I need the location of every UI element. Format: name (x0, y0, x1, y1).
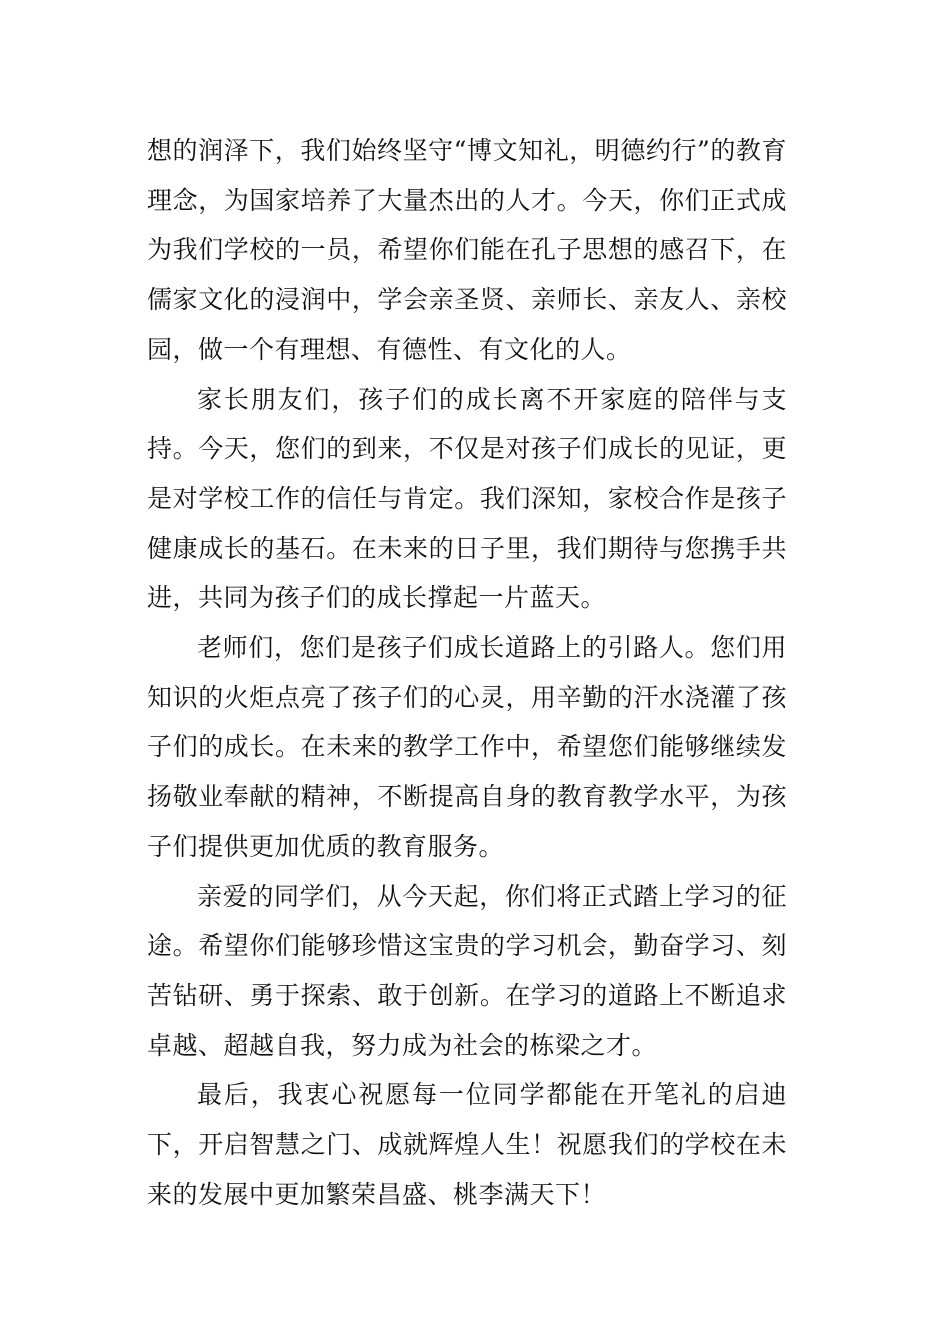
paragraph-5: 最后，我衷心祝愿每一位同学都能在开笔礼的启迪下，开启智慧之门、成就辉煌人生！祝愿我们的学校在未来的发展中更加繁荣昌盛、桃李满天下！ (147, 1080, 787, 1209)
paragraph-2: 家长朋友们，孩子们的成长离不开家庭的陪伴与支持。今天，您们的到来，不仅是对孩子们成长的见证，更是对学校工作的信任与肯定。我们深知，家校合作是孩子健康成长的基石。在未来的日子里，我们期待与您携手共进，共同为孩子们的成长撑起一片蓝天。 (147, 384, 787, 613)
paragraph-4: 亲爱的同学们，从今天起，你们将正式踏上学习的征途。希望你们能够珍惜这宝贵的学习机会，勤奋学习、刻苦钻研、勇于探索、敢于创新。在学习的道路上不断追求卓越、超越自我，努力成为社会的栋梁之才。 (147, 881, 787, 1060)
paragraph-1: 想的润泽下，我们始终坚守“博文知礼，明德约行”的教育理念，为国家培养了大量杰出的人才。今天，你们正式成为我们学校的一员，希望你们能在孔子思想的感召下，在儒家文化的浸润中，学会亲圣贤、亲师长、亲友人、亲校园，做一个有理想、有德性、有文化的人。 (147, 136, 787, 364)
paragraph-3: 老师们，您们是孩子们成长道路上的引路人。您们用知识的火炬点亮了孩子们的心灵，用辛勤的汗水浇灌了孩子们的成长。在未来的教学工作中，希望您们能够继续发扬敬业奉献的精神，不断提高自身的教育教学水平，为孩子们提供更加优质的教育服务。 (147, 633, 787, 861)
document-body (147, 126, 787, 1219)
